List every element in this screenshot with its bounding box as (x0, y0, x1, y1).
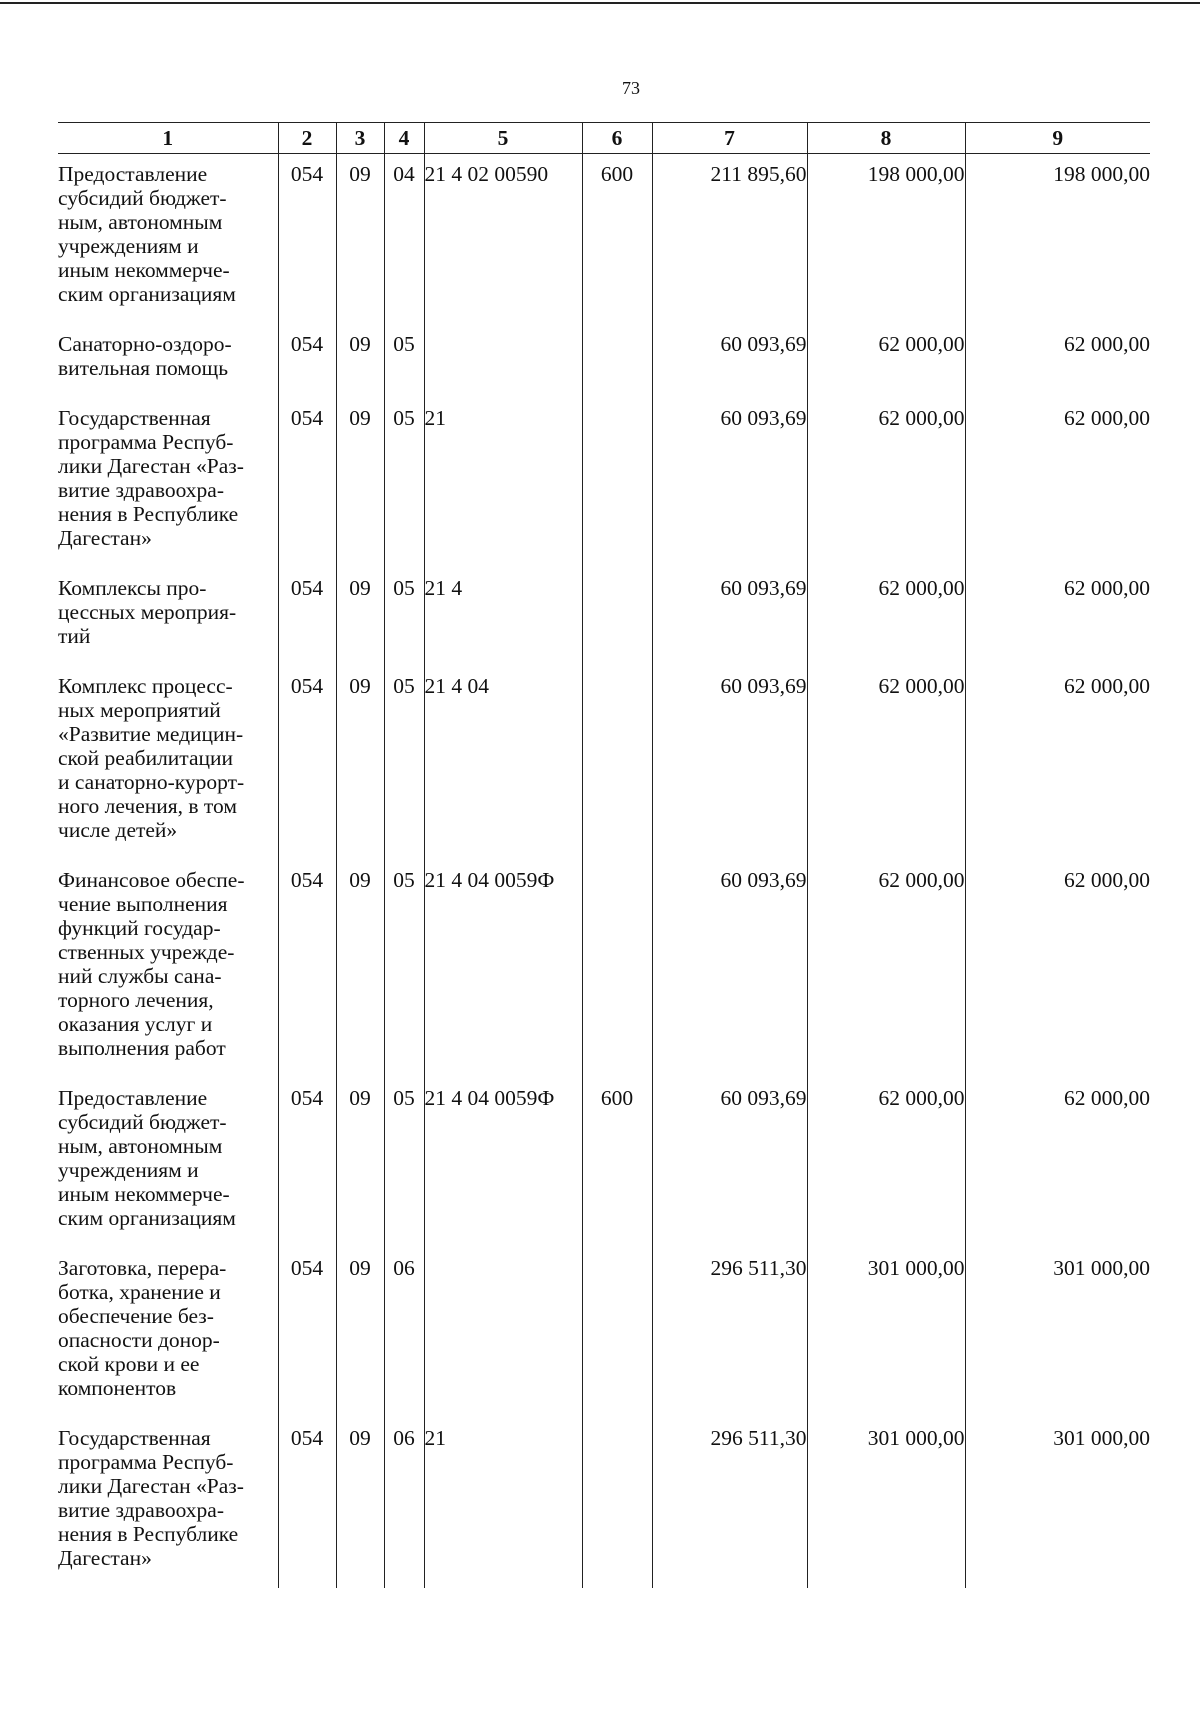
cell-col-8: 62 000,00 (807, 860, 965, 1078)
name-line: ного лечения, в том (58, 794, 237, 818)
name-line: лики Дагестан «Раз- (58, 1474, 244, 1498)
cell-col-8: 198 000,00 (807, 154, 965, 325)
cell-col-8: 301 000,00 (807, 1248, 965, 1418)
name-line: Финансовое обеспе- (58, 868, 245, 892)
name-line: выполнения работ (58, 1036, 226, 1060)
name-line: ным, автономным (58, 1134, 223, 1158)
name-line: ных мероприятий (58, 698, 221, 722)
cell-col-1-name (58, 1248, 278, 1418)
name-line: ским организациям (58, 282, 236, 306)
cell-col-3: 09 (336, 860, 384, 1078)
header-col-9: 9 (965, 123, 1150, 154)
cell-col-5: 21 4 02 00590 (424, 154, 582, 325)
cell-col-8: 301 000,00 (807, 1418, 965, 1588)
cell-col-9: 301 000,00 (965, 1248, 1150, 1418)
top-border-line (0, 2, 1200, 4)
cell-col-8: 62 000,00 (807, 1078, 965, 1248)
name-line: Предоставление (58, 1086, 208, 1110)
cell-col-7: 60 093,69 (652, 324, 807, 398)
name-line: Санаторно-оздоро- (58, 332, 232, 356)
cell-col-9: 62 000,00 (965, 666, 1150, 860)
name-line: ской реабилитации (58, 746, 234, 770)
name-line: тий (58, 624, 91, 648)
cell-col-9: 301 000,00 (965, 1418, 1150, 1588)
cell-col-3: 09 (336, 1418, 384, 1588)
header-col-8: 8 (807, 123, 965, 154)
cell-col-3: 09 (336, 154, 384, 325)
name-line: чение выполнения (58, 892, 228, 916)
cell-col-3: 09 (336, 1248, 384, 1418)
cell-col-1-name (58, 324, 278, 398)
cell-col-9: 62 000,00 (965, 860, 1150, 1078)
cell-col-8: 62 000,00 (807, 398, 965, 568)
cell-col-4: 05 (384, 568, 424, 666)
name-line: торного лечения, (58, 988, 214, 1012)
cell-col-7: 296 511,30 (652, 1418, 807, 1588)
cell-col-4: 06 (384, 1248, 424, 1418)
cell-col-8: 62 000,00 (807, 568, 965, 666)
cell-col-7: 60 093,69 (652, 860, 807, 1078)
name-line: оказания услуг и (58, 1012, 213, 1036)
name-line: ской крови и ее (58, 1352, 200, 1376)
name-line: Комплексы про- (58, 576, 207, 600)
cell-col-3: 09 (336, 568, 384, 666)
name-line: нения в Республике (58, 502, 239, 526)
table-row (58, 154, 1150, 325)
cell-col-5: 21 4 04 (424, 666, 582, 860)
cell-col-3: 09 (336, 324, 384, 398)
cell-col-7: 211 895,60 (652, 154, 807, 325)
name-line: Предоставление (58, 162, 208, 186)
budget-table (58, 122, 1150, 1588)
name-line: учреждениям и (58, 1158, 199, 1182)
cell-col-7: 60 093,69 (652, 398, 807, 568)
name-line: субсидий бюджет- (58, 1110, 227, 1134)
cell-col-1-name (58, 1418, 278, 1588)
cell-col-1-name (58, 860, 278, 1078)
name-line: цессных мероприя- (58, 600, 237, 624)
cell-col-6 (582, 666, 652, 860)
name-line: функций государ- (58, 916, 221, 940)
cell-col-9: 62 000,00 (965, 324, 1150, 398)
cell-col-4: 05 (384, 860, 424, 1078)
cell-col-2: 054 (278, 860, 336, 1078)
cell-col-7: 60 093,69 (652, 568, 807, 666)
cell-col-2: 054 (278, 1078, 336, 1248)
header-row (58, 123, 1150, 154)
cell-col-8: 62 000,00 (807, 666, 965, 860)
cell-col-5: 21 (424, 398, 582, 568)
cell-col-2: 054 (278, 398, 336, 568)
name-line: «Развитие медицин- (58, 722, 244, 746)
cell-col-2: 054 (278, 666, 336, 860)
name-line: Дагестан» (58, 526, 152, 550)
table-row (58, 1418, 1150, 1588)
cell-col-5: 21 4 04 0059Ф (424, 1078, 582, 1248)
cell-col-3: 09 (336, 1078, 384, 1248)
cell-col-1-name (58, 398, 278, 568)
cell-col-4: 05 (384, 666, 424, 860)
cell-col-2: 054 (278, 1248, 336, 1418)
header-col-4: 4 (384, 123, 424, 154)
name-line: Комплекс процесс- (58, 674, 233, 698)
cell-col-9: 62 000,00 (965, 1078, 1150, 1248)
name-line: ским организациям (58, 1206, 236, 1230)
cell-col-4: 05 (384, 398, 424, 568)
cell-col-1-name (58, 154, 278, 325)
cell-col-6 (582, 398, 652, 568)
name-line: нения в Республике (58, 1522, 239, 1546)
cell-col-5: 21 4 04 0059Ф (424, 860, 582, 1078)
table-row (58, 1078, 1150, 1248)
cell-col-9: 62 000,00 (965, 568, 1150, 666)
header-col-7: 7 (652, 123, 807, 154)
name-line: вительная помощь (58, 356, 229, 380)
name-line: витие здравоохра- (58, 478, 224, 502)
page-number: 73 (622, 78, 640, 98)
name-line: и санаторно-курорт- (58, 770, 245, 794)
cell-col-9: 62 000,00 (965, 398, 1150, 568)
cell-col-7: 296 511,30 (652, 1248, 807, 1418)
cell-col-5 (424, 324, 582, 398)
cell-col-6 (582, 568, 652, 666)
table-row (58, 398, 1150, 568)
cell-col-6 (582, 1418, 652, 1588)
cell-col-9: 198 000,00 (965, 154, 1150, 325)
cell-col-4: 06 (384, 1418, 424, 1588)
cell-col-4: 05 (384, 1078, 424, 1248)
header-col-6: 6 (582, 123, 652, 154)
cell-col-7: 60 093,69 (652, 1078, 807, 1248)
header-col-2: 2 (278, 123, 336, 154)
table-row (58, 324, 1150, 398)
header-col-1: 1 (58, 123, 278, 154)
cell-col-2: 054 (278, 1418, 336, 1588)
name-line: компонентов (58, 1376, 177, 1400)
header-col-3: 3 (336, 123, 384, 154)
name-line: ственных учрежде- (58, 940, 235, 964)
name-line: ным, автономным (58, 210, 223, 234)
cell-col-6: 600 (582, 154, 652, 325)
cell-col-4: 05 (384, 324, 424, 398)
cell-col-6 (582, 324, 652, 398)
name-line: программа Респуб- (58, 1450, 234, 1474)
cell-col-2: 054 (278, 568, 336, 666)
cell-col-4: 04 (384, 154, 424, 325)
header-col-5: 5 (424, 123, 582, 154)
cell-col-6 (582, 860, 652, 1078)
table-body (58, 154, 1150, 1589)
cell-col-1-name (58, 666, 278, 860)
cell-col-3: 09 (336, 398, 384, 568)
cell-col-5: 21 4 (424, 568, 582, 666)
cell-col-6 (582, 1248, 652, 1418)
name-line: обеспечение без- (58, 1304, 214, 1328)
cell-col-1-name (58, 568, 278, 666)
cell-col-1-name (58, 1078, 278, 1248)
name-line: иным некоммерче- (58, 258, 230, 282)
cell-col-5 (424, 1248, 582, 1418)
name-line: витие здравоохра- (58, 1498, 224, 1522)
name-line: учреждениям и (58, 234, 199, 258)
name-line: Государственная (58, 1426, 211, 1450)
table-row (58, 568, 1150, 666)
name-line: программа Респуб- (58, 430, 234, 454)
name-line: Государственная (58, 406, 211, 430)
cell-col-8: 62 000,00 (807, 324, 965, 398)
name-line: Дагестан» (58, 1546, 152, 1570)
cell-col-7: 60 093,69 (652, 666, 807, 860)
cell-col-2: 054 (278, 154, 336, 325)
name-line: Заготовка, перера- (58, 1256, 227, 1280)
name-line: лики Дагестан «Раз- (58, 454, 244, 478)
name-line: опасности донор- (58, 1328, 220, 1352)
cell-col-6: 600 (582, 1078, 652, 1248)
table-row (58, 860, 1150, 1078)
name-line: иным некоммерче- (58, 1182, 230, 1206)
name-line: ботка, хранение и (58, 1280, 221, 1304)
table-row (58, 1248, 1150, 1418)
name-line: числе детей» (58, 818, 178, 842)
cell-col-2: 054 (278, 324, 336, 398)
table-row (58, 666, 1150, 860)
cell-col-5: 21 (424, 1418, 582, 1588)
name-line: субсидий бюджет- (58, 186, 227, 210)
cell-col-3: 09 (336, 666, 384, 860)
name-line: ний службы сана- (58, 964, 222, 988)
